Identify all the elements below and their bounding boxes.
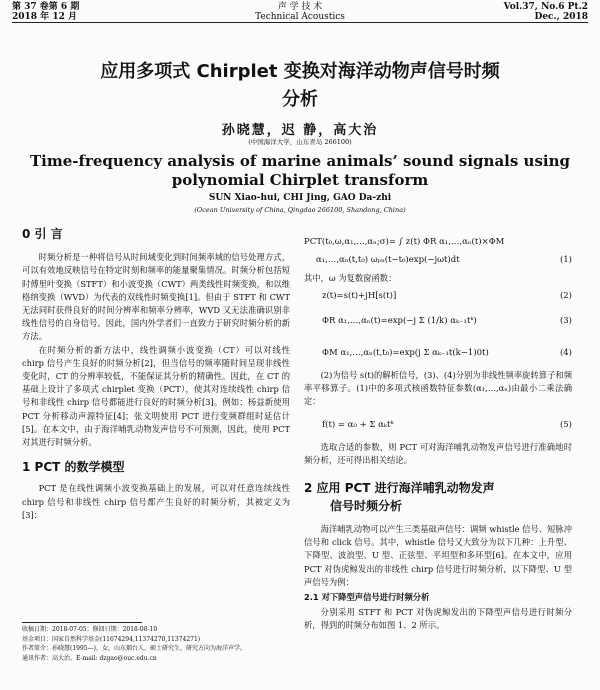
equation-2: z(t)=s(t)+jH[s(t)] (322, 291, 397, 301)
equation-5: f(t) = α₀ + Σ αₖtᵏ (322, 419, 394, 430)
footnotes (22, 625, 290, 663)
paragraph: PCT 是在线性调频小波变换基础上的发展，可以对任意连续线性 chirp 信号和非线性 chirp 信号都产生良好的时频分析，其被定义为[3]： (22, 483, 290, 520)
paragraph: 在时频分析的新方法中，线性调频小波变换（CT）可以对线性 chirp 信号产生良好的时频分析[2]，但当信号的频率随时间呈现非线性变化时，CT 的分辨率较低，不能保证其分析的精确性。因此，在 CT 的基础上设计了多项式 chirplet 变换（PCT），使其对连续线性 chirp 信号和非线性 chirp 信号都能进行良好的时频分析[3]。例如：杨益新使用 PCT 分析移动声源特征[4]；张文明使用 PCT 进行变频群组时延估计[5]。在本文中，由于海洋哺乳动物发声信号不可预测，因此，使用 PCT 对其进行时频分析。 (22, 344, 290, 448)
paragraph: 时频分析是一种将信号从时间域变化到时间频率域的信号处理方式，可以有效地反映信号在特定时刻和频率的能量聚集情况。时频分析包括短时傅里叶变换（STFT）和小波变换（CWT）两类线性时频变换，和以维格纳变换（WVD）为代表的双线性时频变换[1]。但由于 STFT 和 CWT 无法同时获得良好的时间分辨率和频率分辨率，WVD 又无法准确识别非线性信号的自身信号。因此，国内外学者们一直致力于研究时频分析的新方法。 (22, 252, 290, 342)
section-heading-application: 2 应用 PCT 进行海洋哺乳动物发声 信号时频分析 (304, 481, 495, 514)
footnote-funding: 基金项目：国家自然科学基金(11674294,11374270,11374271) (22, 635, 201, 643)
left-column (22, 228, 290, 522)
authors-en: SUN Xiao-hui, CHI Jing, GAO Da-zhi (208, 193, 392, 203)
paragraph: 海洋哺乳动物可以产生三类基础声信号：调频 whistle 信号、短脉冲信号和 click 信号。其中，whistle 信号又大致分为以下几种：上升型、下降型、波浪型、U 型、正弦型、平坦型和多环型[6]。在本文中，应用 PCT 对伪虎鲸发出的非线性 chirp 信号进行时频分析，以下降型、U 型声信号为例： (304, 524, 572, 587)
equation-number: (3) (559, 316, 572, 326)
section-heading-pct-model: 1 PCT 的数学模型 (22, 460, 125, 475)
equation-1-line1: PCT(t₀,ω,α₁,…,αₙ;σ)= ∫ z(t) ΦR α₁,…,αₙ(t)×ΦM (304, 237, 505, 247)
journal-volume: Vol.37, No.6 Pt.2 Dec., 2018 (503, 2, 588, 22)
header-rule (12, 22, 588, 23)
equation-number: (4) (559, 348, 572, 358)
right-column (304, 228, 572, 688)
equation-3: ΦR α₁,…,αₙ(t)=exp(−j Σ (1/k) αₖ₋₁tᵏ) (322, 316, 477, 326)
affiliation-cn: (中国海洋大学，山东青岛 266100) (248, 138, 352, 146)
paragraph: 分别采用 STFT 和 PCT 对伪虎鲸发出的下降型声信号进行时频分析，得到的时频分布如图 1、2 所示。 (304, 607, 572, 631)
section-heading-intro: 0 引 言 (22, 227, 63, 241)
authors-cn: 孙晓慧，迟 静，高大治 (221, 123, 379, 138)
paragraph: 选取合适的参数，则 PCT 可对海洋哺乳动物发声信号进行准确地时频分析，还可得出相关结论。 (304, 441, 572, 465)
where-text: 其中，ω 为复数窗函数： (304, 273, 397, 283)
paper-title-cn: 应用多项式 Chirplet 变换对海洋动物声信号时频 分析 (100, 61, 500, 110)
running-header (12, 2, 588, 22)
journal-issue: 第 37 卷第 6 期 2018 年 12 月 (12, 2, 80, 22)
footnote-received: 收稿日期：2018-07-05；修回日期：2018-08-10 (22, 626, 158, 633)
paragraph: (2)为信号 s(t)的解析信号，(3)、(4)分别为非线性频率旋转算子和频率平移算子。(1)中的多项式核函数特征参数(α₁,…,αₙ)由最小二乘法确定： (304, 370, 572, 407)
journal-name: 声 学 技 术 Technical Acoustics (255, 2, 345, 22)
footnote-corresponding: 通讯作者：高大治，E-mail: dzgao@ouc.edu.cn (22, 654, 157, 662)
affiliation-en: (Ocean University of China, Qingdao 266100, Shandong, China) (194, 206, 406, 214)
equation-number: (5) (559, 419, 572, 430)
equation-number: (1) (559, 255, 572, 265)
subsection-heading: 2.1 对下降型声信号进行时频分析 (304, 592, 430, 603)
equation-number: (2) (559, 291, 572, 301)
equation-4: ΦM α₁,…,αₙ(t,t₀)=exp(j Σ αₖ₋₁t(k−1)0t) (322, 348, 489, 358)
footnote-rule (22, 622, 142, 623)
equation-1-line2: α₁,…,αₙ(t,t₀) ωₚₙ(t−t₀)exp(−jωt)dt (316, 255, 460, 265)
paper-title-en: Time-frequency analysis of marine animals’ sound signals using polynomial Chirplet transform (30, 152, 570, 189)
footnote-author: 作者简介：孙晓慧(1995—)，女，山东烟台人，硕士研究生，研究方向为海洋声学。 (22, 645, 246, 652)
